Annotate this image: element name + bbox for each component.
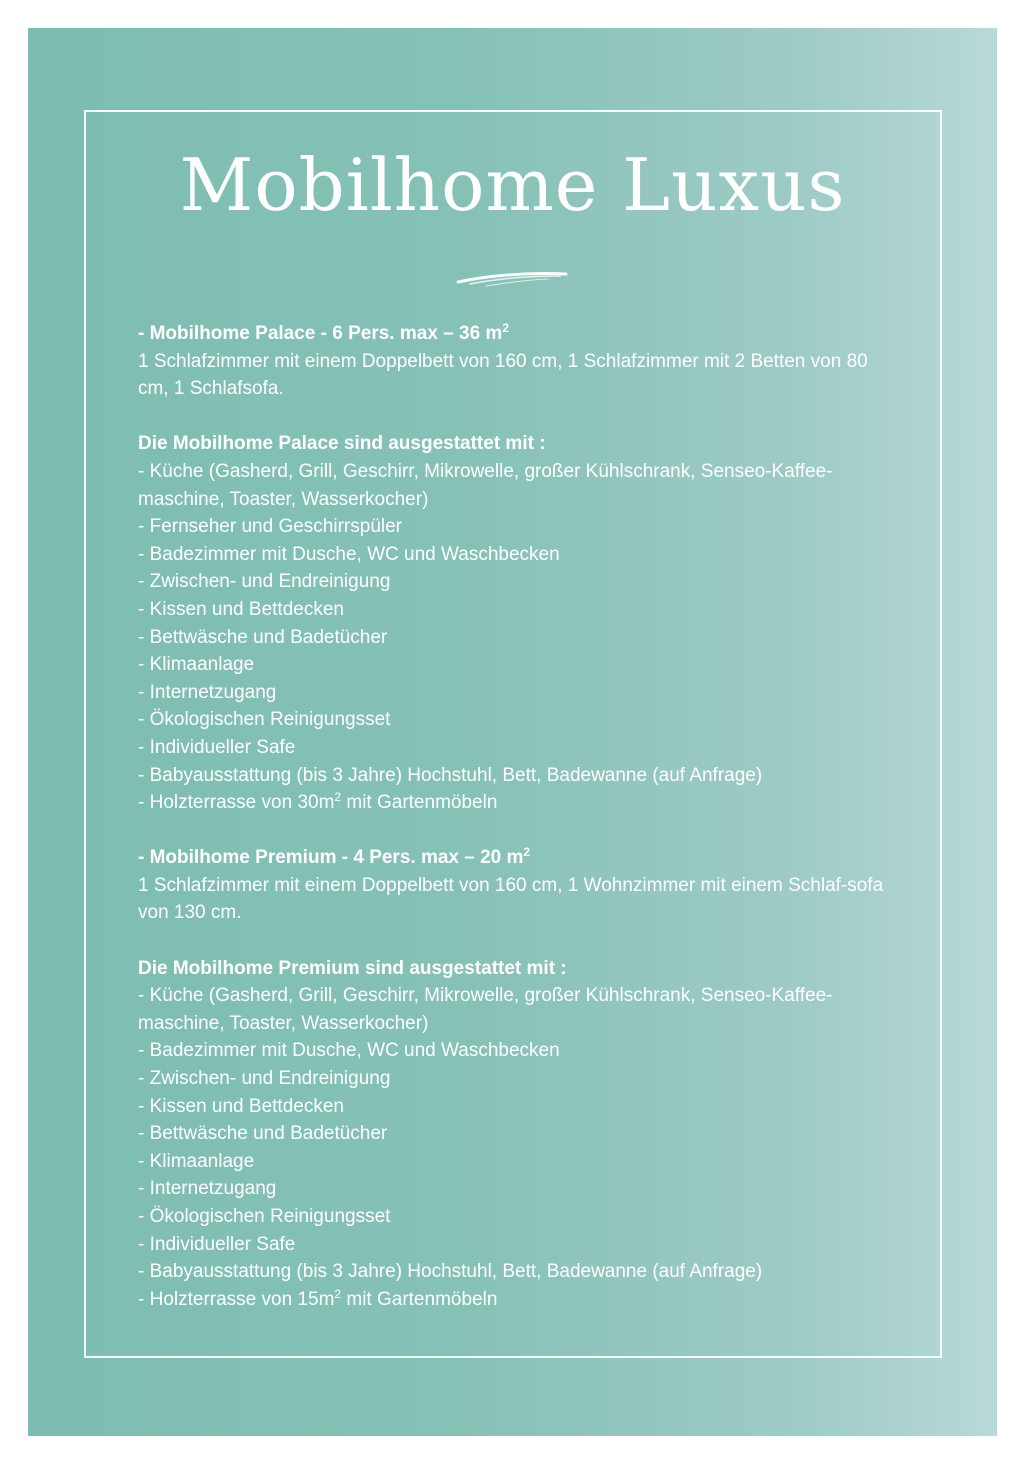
list-item: - Bettwäsche und Badetücher <box>138 626 388 648</box>
list-item: - Individueller Safe <box>138 736 296 758</box>
palace-description: 1 Schlafzimmer mit einem Doppelbett von 160 cm, 1 Schlafzimmer mit 2 Betten von 80 cm, 1 Schlafsofa. <box>138 350 868 400</box>
list-item: - Babyausstattung (bis 3 Jahre) Hochstuhl, Bett, Badewanne (auf Anfrage) <box>138 1261 763 1283</box>
list-item: - Kissen und Bettdecken <box>138 598 344 620</box>
premium-terrace-item: - Holzterrasse von $15m^2$ mit Gartenmöbeln <box>138 1286 498 1310</box>
list-item: - Bettwäsche und Badetücher <box>138 1123 388 1145</box>
premium-heading: - Mobilhome Premium - 4 Pers. max – 20 $m^2$ <box>138 845 531 869</box>
list-item: - Badezimmer mit Dusche, WC und Waschbecken <box>138 1040 560 1062</box>
premium-equipment-list <box>138 982 898 1313</box>
list-item: - Zwischen- und Endreinigung <box>138 1068 391 1090</box>
palace-terrace-item: - Holzterrasse von $30m^2$ mit Gartenmöbeln <box>138 790 498 814</box>
list-item: - Badezimmer mit Dusche, WC und Waschbecken <box>138 543 560 565</box>
list-item: - Klimaanlage <box>138 654 255 676</box>
list-item: - Individueller Safe <box>138 1233 296 1255</box>
brush-stroke-divider-icon <box>456 266 568 290</box>
list-item: - Küche (Gasherd, Grill, Geschirr, Mikrowelle, großer Kühlschrank, Senseo-Kaffee-maschine, Toaster, Wasserkocher) <box>138 460 833 510</box>
list-item: - Zwischen- und Endreinigung <box>138 571 391 593</box>
list-item: - Babyausstattung (bis 3 Jahre) Hochstuhl, Bett, Badewanne (auf Anfrage) <box>138 764 763 786</box>
list-item: - Fernseher und Geschirrspüler <box>138 516 402 538</box>
list-item: - Ökologischen Reinigungsset <box>138 709 391 731</box>
content <box>138 320 898 1313</box>
palace-equipment-list <box>138 458 898 817</box>
list-item: - Klimaanlage <box>138 1150 255 1172</box>
list-item: - Internetzugang <box>138 1178 277 1200</box>
list-item: - Ökologischen Reinigungsset <box>138 1206 391 1227</box>
teal-panel <box>28 28 997 1436</box>
list-item: - Kissen und Bettdecken <box>138 1095 344 1117</box>
list-item: - Internetzugang <box>138 681 277 703</box>
premium-equipment-heading: Die Mobilhome Premium sind ausgestattet mit : <box>138 957 567 979</box>
list-item: - Küche (Gasherd, Grill, Geschirr, Mikrowelle, großer Kühlschrank, Senseo-Kaffee-maschine, Toaster, Wasserkocher) <box>138 985 833 1034</box>
palace-equipment-heading: Die Mobilhome Palace sind ausgestattet mit : <box>138 433 546 455</box>
page-title: Mobilhome Luxus <box>179 143 846 227</box>
palace-heading: - Mobilhome Palace - 6 Pers. max – 36 $m^2$ <box>138 321 510 344</box>
premium-description: 1 Schlafzimmer mit einem Doppelbett von 160 cm, 1 Wohnzimmer mit einem Schlaf-sofa von 130 cm. <box>138 874 884 924</box>
